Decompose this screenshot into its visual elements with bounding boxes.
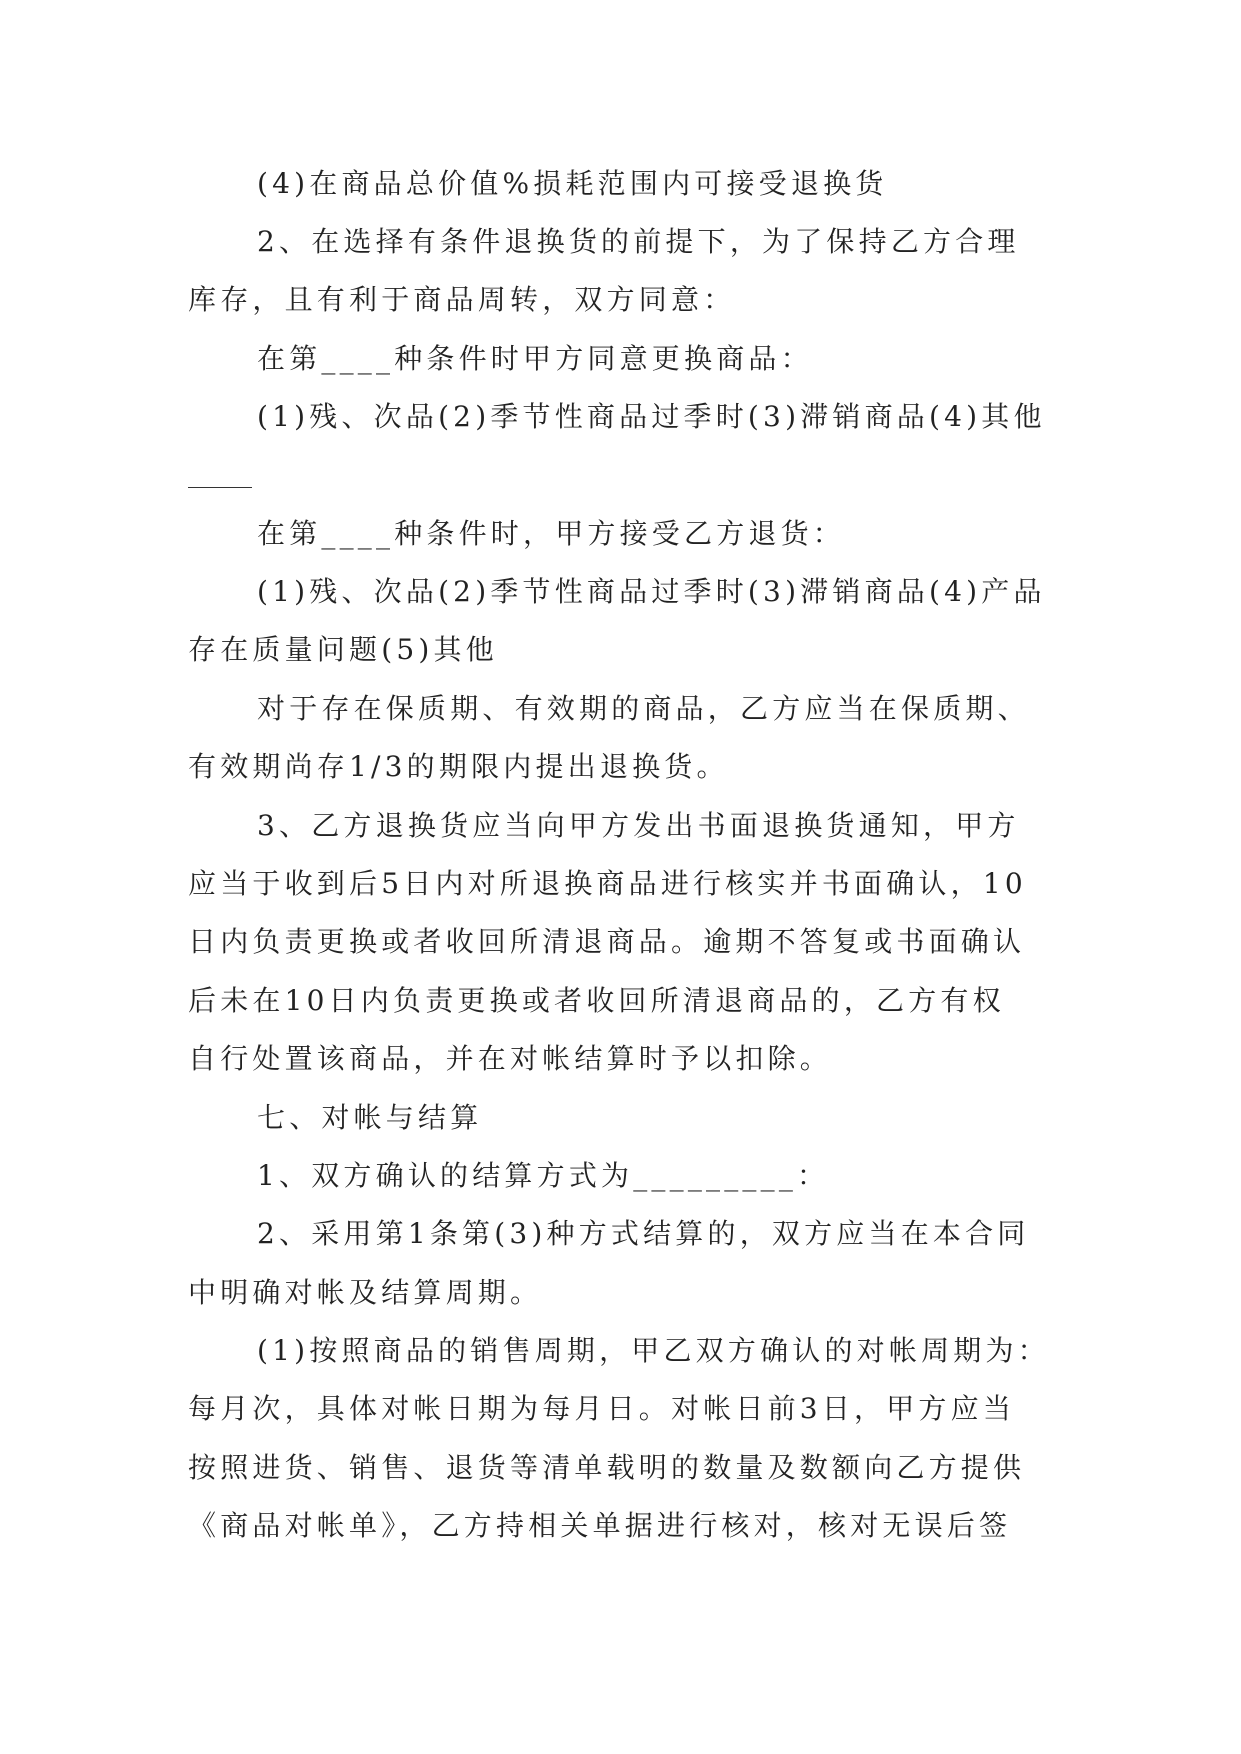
text-line: 有效期尚存1/3的期限内提出退换货。 [188, 750, 729, 783]
text-line: (4)在商品总价值%损耗范围内可接受退换货 [257, 167, 888, 200]
text-line: 中明确对帐及结算周期。 [188, 1276, 543, 1309]
text-line: 库存，且有利于商品周转，双方同意： [188, 283, 736, 316]
text-line: 在第____种条件时甲方同意更换商品： [257, 342, 813, 375]
text-line: 按照进货、销售、退货等清单载明的数量及数额向乙方提供 [188, 1451, 1026, 1484]
text-line: 后未在10日内负责更换或者收回所清退商品的，乙方有权 [188, 984, 1005, 1017]
text-line: (1)按照商品的销售周期，甲乙双方确认的对帐周期为： [257, 1334, 1050, 1367]
text-line: 每月次，具体对帐日期为每月日。对帐日前3日，甲方应当 [188, 1392, 1016, 1425]
text-line: 2、采用第1条第(3)种方式结算的，双方应当在本合同 [257, 1217, 1030, 1250]
section-heading: 七、对帐与结算 [257, 1101, 483, 1134]
text-line: 自行处置该商品，并在对帐结算时予以扣除。 [188, 1042, 833, 1075]
text-line: 对于存在保质期、有效期的商品，乙方应当在保质期、 [257, 692, 1030, 725]
text-line: (1)残、次品(2)季节性商品过季时(3)滞销商品(4)产品 [257, 575, 1046, 608]
text-line: 日内负责更换或者收回所清退商品。逾期不答复或书面确认 [188, 925, 1026, 958]
text-line: 在第____种条件时，甲方接受乙方退货： [257, 517, 846, 550]
text-line: 存在质量问题(5)其他 [188, 633, 498, 666]
text-line: 2、在选择有条件退换货的前提下，为了保持乙方合理 [257, 225, 1020, 258]
text-line: 应当于收到后5日内对所退换商品进行核实并书面确认，10 [188, 867, 1027, 900]
text-line: (1)残、次品(2)季节性商品过季时(3)滞销商品(4)其他 [257, 400, 1046, 433]
text-line: 《商品对帐单》，乙方持相关单据进行核对，核对无误后签 [188, 1509, 1012, 1542]
text-line: 1、双方确认的结算方式为_________： [257, 1159, 830, 1192]
blank-fill-line [188, 487, 252, 488]
text-line: 3、乙方退换货应当向甲方发出书面退换货通知，甲方 [257, 809, 1020, 842]
